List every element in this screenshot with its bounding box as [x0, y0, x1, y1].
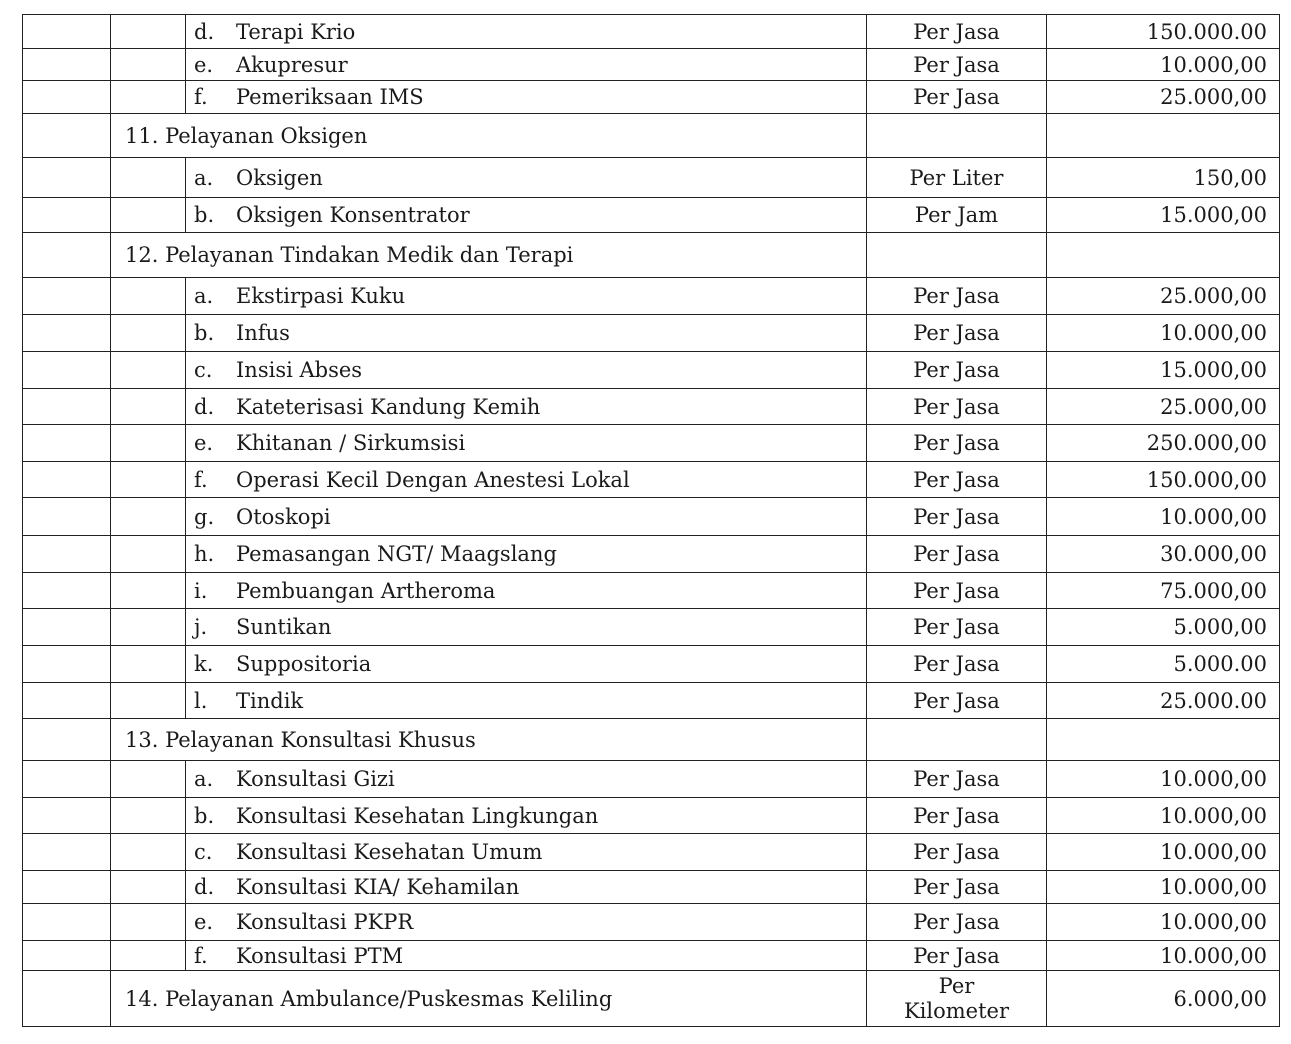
blank-cell — [111, 81, 186, 114]
table-row — [23, 352, 1280, 389]
item-unit: Per Jasa — [867, 646, 1047, 683]
item-name-cell — [186, 536, 867, 573]
blank-cell — [867, 233, 1047, 278]
blank-cell — [23, 798, 111, 834]
blank-cell — [111, 425, 186, 462]
table-row — [23, 904, 1280, 941]
ambulance-unit — [867, 971, 1047, 1027]
blank-cell — [23, 352, 111, 389]
table-row — [23, 941, 1280, 971]
item-unit: Per Jasa — [867, 81, 1047, 114]
item-letter: e. — [194, 431, 214, 455]
blank-cell — [111, 198, 186, 233]
item-name: Konsultasi Kesehatan Lingkungan — [236, 803, 599, 828]
blank-cell — [111, 798, 186, 834]
blank-cell — [1047, 719, 1280, 761]
blank-cell — [23, 114, 111, 158]
item-name-cell — [186, 81, 867, 114]
item-letter: e. — [194, 910, 214, 934]
item-name-cell — [186, 871, 867, 904]
blank-cell — [23, 573, 111, 609]
item-unit: Per Jasa — [867, 683, 1047, 719]
blank-cell — [1047, 233, 1280, 278]
item-letter: f. — [194, 467, 208, 492]
item-letter: e. — [194, 52, 214, 77]
item-letter: d. — [194, 394, 215, 419]
item-name: Suntikan — [236, 615, 332, 639]
blank-cell — [23, 683, 111, 719]
item-name-cell — [186, 462, 867, 498]
table-row — [23, 683, 1280, 719]
blank-cell — [111, 834, 186, 871]
table-row — [23, 646, 1280, 683]
item-price: 25.000,00 — [1047, 81, 1280, 114]
item-letter: i. — [194, 578, 208, 603]
item-unit: Per Jasa — [867, 425, 1047, 462]
item-price: 15.000,00 — [1047, 198, 1280, 233]
item-name: Kateterisasi Kandung Kemih — [236, 394, 541, 419]
blank-cell — [111, 573, 186, 609]
item-unit: Per Jasa — [867, 904, 1047, 941]
table-row — [23, 798, 1280, 834]
table-row — [23, 871, 1280, 904]
item-price: 10.000,00 — [1047, 834, 1280, 871]
tariff-table — [22, 14, 1280, 1027]
item-name: Otoskopi — [236, 504, 331, 529]
item-name-cell — [186, 389, 867, 425]
item-unit: Per Jasa — [867, 798, 1047, 834]
blank-cell — [111, 646, 186, 683]
table-row — [23, 609, 1280, 646]
blank-cell — [23, 49, 111, 81]
item-letter: c. — [194, 840, 213, 864]
item-unit: Per Jasa — [867, 498, 1047, 536]
table-row — [23, 536, 1280, 573]
item-name: Pemasangan NGT/ Maagslang — [236, 542, 557, 566]
item-name-cell — [186, 498, 867, 536]
item-unit: Per Jasa — [867, 352, 1047, 389]
blank-cell — [23, 315, 111, 352]
blank-cell — [23, 389, 111, 425]
item-price: 10.000,00 — [1047, 315, 1280, 352]
item-name-cell — [186, 834, 867, 871]
table-row — [23, 462, 1280, 498]
blank-cell — [111, 315, 186, 352]
blank-cell — [23, 158, 111, 198]
item-letter: g. — [194, 504, 215, 529]
item-name-cell — [186, 278, 867, 315]
unit-line: Kilometer — [903, 998, 1009, 1023]
item-letter: d. — [194, 19, 215, 44]
table-row — [23, 498, 1280, 536]
blank-cell — [111, 871, 186, 904]
item-name-cell — [186, 798, 867, 834]
blank-cell — [23, 609, 111, 646]
item-name: Pembuangan Artheroma — [236, 578, 496, 603]
tariff-document — [22, 14, 1279, 1027]
item-name: Pemeriksaan IMS — [236, 85, 424, 109]
item-letter: l. — [194, 688, 208, 713]
table-row — [23, 198, 1280, 233]
blank-cell — [23, 904, 111, 941]
item-letter: k. — [194, 652, 214, 676]
blank-cell — [111, 15, 186, 49]
table-row — [23, 389, 1280, 425]
blank-cell — [23, 971, 111, 1027]
section-header-row — [23, 719, 1280, 761]
blank-cell — [23, 278, 111, 315]
item-letter: a. — [194, 284, 214, 308]
item-letter: j. — [194, 615, 208, 639]
item-unit: Per Jasa — [867, 834, 1047, 871]
item-letter: a. — [194, 165, 214, 190]
item-letter: b. — [194, 321, 215, 345]
item-unit: Per Liter — [867, 158, 1047, 198]
item-unit: Per Jasa — [867, 761, 1047, 798]
blank-cell — [111, 158, 186, 198]
item-price: 5.000.00 — [1047, 646, 1280, 683]
item-name: Insisi Abses — [236, 358, 363, 382]
section-title: 11. Pelayanan Oksigen — [111, 114, 867, 158]
blank-cell — [111, 536, 186, 573]
blank-cell — [23, 233, 111, 278]
blank-cell — [23, 15, 111, 49]
blank-cell — [111, 49, 186, 81]
blank-cell — [111, 609, 186, 646]
item-price: 10.000,00 — [1047, 798, 1280, 834]
item-name: Suppositoria — [236, 652, 372, 676]
blank-cell — [111, 462, 186, 498]
item-unit: Per Jasa — [867, 49, 1047, 81]
blank-cell — [111, 389, 186, 425]
item-name-cell — [186, 49, 867, 81]
item-price: 10.000,00 — [1047, 761, 1280, 798]
item-price: 10.000,00 — [1047, 49, 1280, 81]
table-row — [23, 315, 1280, 352]
item-name: Oksigen Konsentrator — [236, 203, 470, 227]
item-price: 10.000,00 — [1047, 941, 1280, 971]
blank-cell — [111, 904, 186, 941]
item-name-cell — [186, 315, 867, 352]
item-name-cell — [186, 683, 867, 719]
ambulance-price: 6.000,00 — [1047, 971, 1280, 1027]
item-unit: Per Jam — [867, 198, 1047, 233]
item-unit: Per Jasa — [867, 573, 1047, 609]
blank-cell — [111, 278, 186, 315]
item-letter: f. — [194, 85, 208, 109]
item-price: 25.000,00 — [1047, 389, 1280, 425]
blank-cell — [23, 198, 111, 233]
item-price: 10.000,00 — [1047, 904, 1280, 941]
item-price: 10.000,00 — [1047, 498, 1280, 536]
item-unit: Per Jasa — [867, 315, 1047, 352]
item-unit: Per Jasa — [867, 871, 1047, 904]
table-row — [23, 49, 1280, 81]
section-header-row — [23, 233, 1280, 278]
table-row — [23, 15, 1280, 49]
item-name-cell — [186, 904, 867, 941]
item-unit: Per Jasa — [867, 15, 1047, 49]
blank-cell — [23, 536, 111, 573]
item-name-cell — [186, 15, 867, 49]
item-name-cell — [186, 609, 867, 646]
item-name: Infus — [236, 321, 290, 345]
item-price: 150.000,00 — [1047, 462, 1280, 498]
unit-line: Per — [938, 973, 975, 998]
item-name: Akupresur — [236, 52, 348, 77]
blank-cell — [111, 683, 186, 719]
item-letter: a. — [194, 767, 214, 791]
item-price: 30.000,00 — [1047, 536, 1280, 573]
table-row — [23, 278, 1280, 315]
item-name-cell — [186, 352, 867, 389]
item-name-cell — [186, 198, 867, 233]
section-title: 13. Pelayanan Konsultasi Khusus — [111, 719, 867, 761]
item-letter: f. — [194, 943, 208, 968]
item-price: 25.000,00 — [1047, 278, 1280, 315]
item-price: 75.000,00 — [1047, 573, 1280, 609]
item-name: Tindik — [236, 688, 304, 713]
table-row — [23, 573, 1280, 609]
item-unit: Per Jasa — [867, 609, 1047, 646]
section-title: 12. Pelayanan Tindakan Medik dan Terapi — [111, 233, 867, 278]
blank-cell — [23, 761, 111, 798]
item-unit: Per Jasa — [867, 536, 1047, 573]
blank-cell — [111, 941, 186, 971]
item-unit: Per Jasa — [867, 389, 1047, 425]
blank-cell — [23, 646, 111, 683]
table-row — [23, 761, 1280, 798]
section-title: 14. Pelayanan Ambulance/Puskesmas Keliling — [111, 971, 867, 1027]
section-header-row — [23, 114, 1280, 158]
item-name: Konsultasi Kesehatan Umum — [236, 840, 543, 864]
item-name: Konsultasi KIA/ Kehamilan — [236, 875, 520, 899]
item-name: Oksigen — [236, 165, 323, 190]
item-name: Ekstirpasi Kuku — [236, 284, 406, 308]
table-row — [23, 834, 1280, 871]
item-letter: b. — [194, 803, 215, 828]
blank-cell — [23, 941, 111, 971]
item-name: Konsultasi PTM — [236, 943, 404, 968]
item-unit: Per Jasa — [867, 941, 1047, 971]
item-name-cell — [186, 158, 867, 198]
blank-cell — [23, 81, 111, 114]
item-price: 5.000,00 — [1047, 609, 1280, 646]
table-row — [23, 81, 1280, 114]
item-price: 15.000,00 — [1047, 352, 1280, 389]
blank-cell — [23, 425, 111, 462]
item-name-cell — [186, 573, 867, 609]
blank-cell — [111, 352, 186, 389]
item-letter: d. — [194, 875, 215, 899]
item-name-cell — [186, 425, 867, 462]
blank-cell — [867, 114, 1047, 158]
section-header-row — [23, 971, 1280, 1027]
table-row — [23, 425, 1280, 462]
item-name: Konsultasi PKPR — [236, 910, 414, 934]
item-letter: c. — [194, 358, 213, 382]
blank-cell — [111, 498, 186, 536]
item-letter: b. — [194, 203, 215, 227]
item-name-cell — [186, 646, 867, 683]
item-unit: Per Jasa — [867, 278, 1047, 315]
blank-cell — [867, 719, 1047, 761]
item-name-cell — [186, 761, 867, 798]
item-name: Operasi Kecil Dengan Anestesi Lokal — [236, 467, 630, 492]
blank-cell — [23, 462, 111, 498]
blank-cell — [23, 871, 111, 904]
item-name-cell — [186, 941, 867, 971]
table-row — [23, 158, 1280, 198]
blank-cell — [23, 834, 111, 871]
blank-cell — [1047, 114, 1280, 158]
blank-cell — [23, 719, 111, 761]
blank-cell — [23, 498, 111, 536]
item-letter: h. — [194, 542, 215, 566]
item-price: 150.000.00 — [1047, 15, 1280, 49]
item-unit: Per Jasa — [867, 462, 1047, 498]
item-price: 250.000,00 — [1047, 425, 1280, 462]
blank-cell — [111, 761, 186, 798]
item-name: Khitanan / Sirkumsisi — [236, 431, 466, 455]
item-name: Konsultasi Gizi — [236, 767, 395, 791]
item-name: Terapi Krio — [236, 19, 356, 44]
item-price: 150,00 — [1047, 158, 1280, 198]
item-price: 10.000,00 — [1047, 871, 1280, 904]
item-price: 25.000.00 — [1047, 683, 1280, 719]
